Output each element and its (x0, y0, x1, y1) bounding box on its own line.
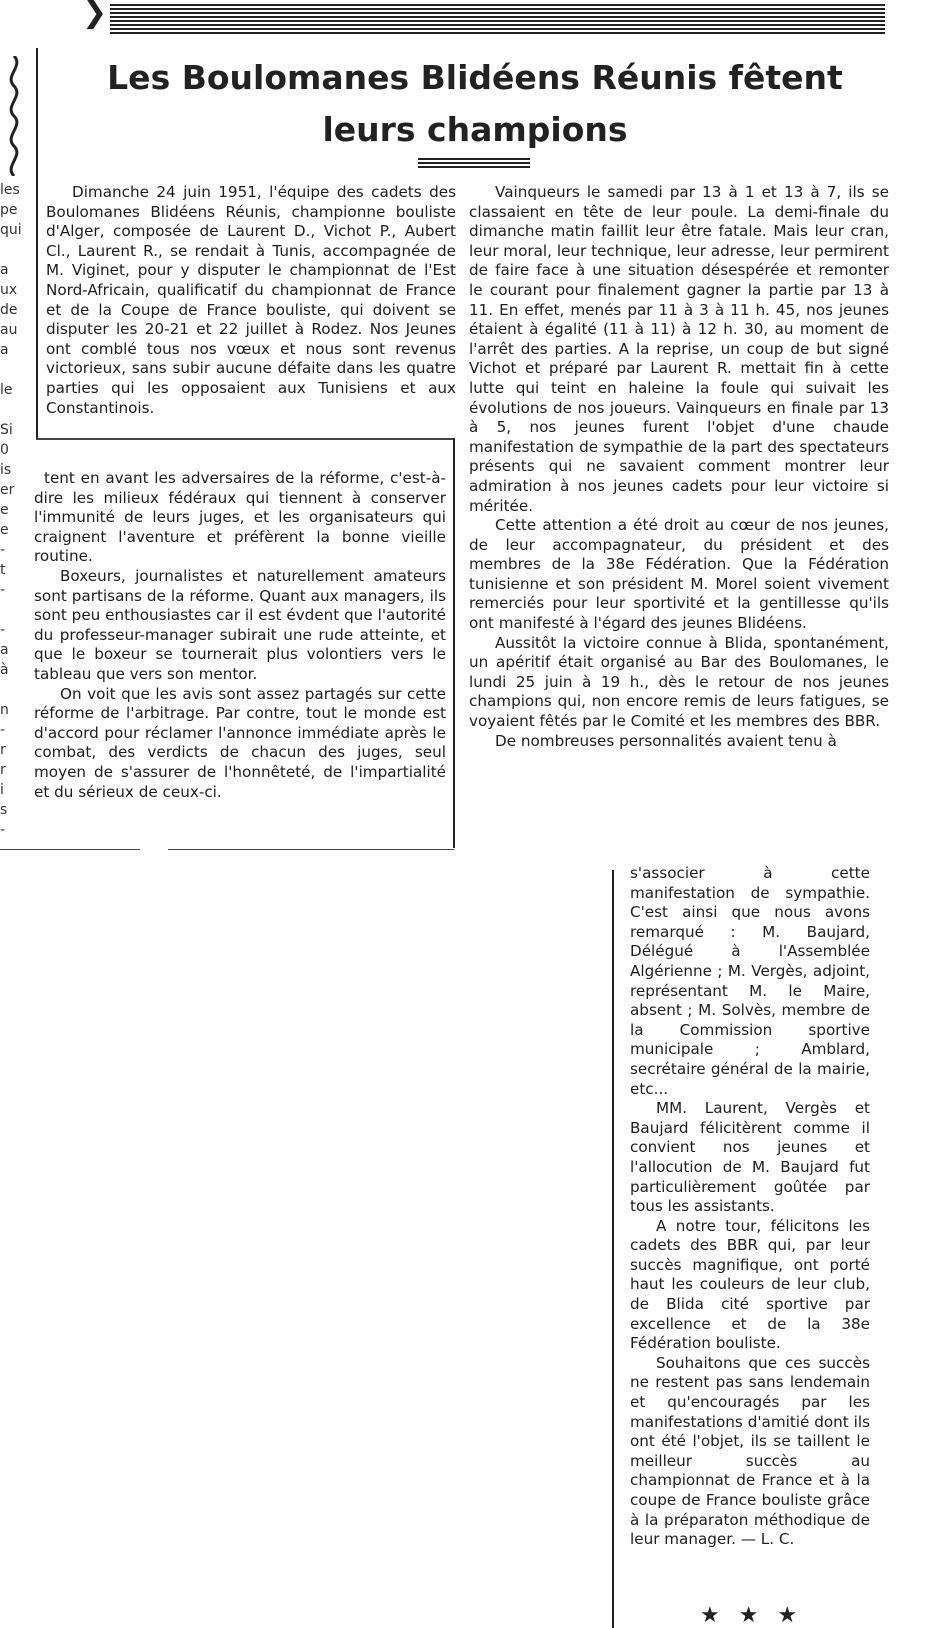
frame-right-column-line (612, 870, 614, 1628)
margin-fragment: - (0, 622, 6, 638)
margin-fragment: a (0, 262, 9, 278)
paragraph: Aussitôt la victoire connue à Blida, spontanément, un apéritif était organisé au Bar des Boulomanes, le lundi 25 juin à 19 h., dès le retour de nos jeunes champions qui, non encore remis de leurs fatigues, se voyaient fêtés par le Comité et les membres des BBR. (469, 633, 889, 731)
margin-fragment: à (0, 662, 9, 678)
frame-mid-vertical (453, 438, 455, 848)
article-column-2 (469, 183, 889, 751)
margin-fragment: - (0, 542, 6, 558)
cropped-margin-column (0, 180, 28, 840)
article-title: Les Boulomanes Blidéens Réunis fêtent leurs champions (107, 58, 843, 149)
margin-fragment: pe (0, 202, 18, 218)
margin-fragment: a (0, 642, 9, 658)
margin-fragment: s (0, 802, 8, 818)
margin-fragment: le (0, 382, 13, 398)
margin-fragment (0, 680, 28, 700)
title-rule (418, 158, 530, 169)
prior-article-continuation (34, 469, 446, 802)
article-column-3 (630, 864, 870, 1550)
frame-mid-rule (36, 438, 454, 440)
margin-fragment: - (0, 582, 6, 598)
margin-fragment (0, 400, 28, 420)
margin-fragment: r (0, 742, 6, 758)
paragraph: tent en avant les adversaires de la réforme, c'est-à-dire les milieux fédéraux qui tiennent à conserver l'immunité de leurs juges, et les organisateurs qui craignent l'aventure et préfèrent la bonne vieille routine. (34, 469, 446, 566)
margin-fragment: e (0, 522, 9, 538)
margin-fragment: t (0, 562, 6, 578)
arrow-ornament: ❯ (82, 0, 108, 30)
margin-fragment: au (0, 322, 18, 338)
margin-fragment: - (0, 722, 6, 738)
top-rule (110, 4, 885, 34)
margin-fragment: - (0, 822, 6, 838)
margin-fragment (0, 360, 28, 380)
paragraph: Cette attention a été droit au cœur de nos jeunes, de leur accompagnateur, du président et des membres de la 38e Fédération. Que la Fédération tunisienne et son président M. Morel soient vivement remerciés pour leur sportivité et la gentillesse qu'ils ont manifesté à l'égard des jeunes Blidéens. (469, 516, 889, 633)
margin-fragment: Si (0, 422, 13, 438)
margin-fragment: i (0, 782, 4, 798)
margin-fragment: de (0, 302, 18, 318)
paragraph: Vainqueurs le samedi par 13 à 1 et 13 à 7, ils se classaient en tête de leur poule. La demi-finale du dimanche matin faillit leur être fatale. Mais leur cran, leur moral, leur technique, leur adresse, leur permirent de faire face à une situation désespérée et remonter le courant pour finalement gagner la partie par 13 à 11. En effet, menés par 11 à 3 à 11 h. 45, nos jeunes étaient à égalité (11 à 11) à 12 h. 30, au moment de l'arrêt des parties. A la reprise, un coup de but signé Vichot et préparé par Laurent R. mettait fin à cette lutte qui teint en haleine la foule qui suivait les évolutions de nos joueurs. Vainqueurs en finale par 13 à 5, nos jeunes furent l'objet d'une chaude manifestation de sympathie de la part des spectateurs présents qui ne savaient comment montrer leur admiration à nos jeunes cadets pour leur victoire si méritée. (469, 183, 889, 515)
margin-fragment: n (0, 702, 9, 718)
end-ornament: ★ ★ ★ (700, 1603, 804, 1628)
margin-fragment: r (0, 762, 6, 778)
frame-left-line (36, 48, 38, 438)
squiggle-ornament (4, 56, 24, 176)
paragraph: De nombreuses personnalités avaient tenu à (495, 731, 837, 750)
paragraph: A notre tour, félicitons les cadets des BBR qui, par leur succès magnifique, ont porté haut les couleurs de leur club, de Blida cité sportive par excellence et de la 38e Fédération bouliste. (630, 1216, 870, 1353)
margin-fragment (0, 240, 28, 260)
margin-fragment: e (0, 502, 9, 518)
margin-fragment: les (0, 182, 20, 198)
margin-fragment: is (0, 462, 12, 478)
margin-fragment: ux (0, 282, 18, 298)
margin-fragment: er (0, 482, 15, 498)
margin-fragment: 0 (0, 442, 9, 458)
margin-fragment: qui (0, 222, 22, 238)
paragraph: MM. Laurent, Vergès et Baujard félicitèrent comme il convient nos jeunes et l'allocution de M. Baujard fut particulièrement goûtée par tous les assistants. (630, 1099, 870, 1216)
paragraph: On voit que les avis sont assez partagés sur cette réforme de l'arbitrage. Par contre, tout le monde est d'accord pour réclamer l'annonce immédiate après le combat, des verdicts de chacun des juges, seul moyen de s'assurer de l'honnêteté, de l'impartialité et du sérieux de ceux-ci. (34, 684, 446, 801)
margin-fragment: a (0, 342, 9, 358)
paragraph: s'associer à cette manifestation de sympathie. C'est ainsi que nous avons remarqué : M. Baujard, Délégué à l'Assemblée Algérienne ; M. Vergès, adjoint, représentant M. le Maire, absent ; M. Solvès, membre de la Commission sportive municipale ; Amblard, secrétaire général de la mairie, etc... (630, 864, 870, 1098)
margin-fragment (0, 600, 28, 620)
article-column-1 (46, 183, 456, 418)
bottom-rule-right (168, 849, 454, 850)
paragraph: Dimanche 24 juin 1951, l'équipe des cadets des Boulomanes Blidéens Réunis, championne bouliste d'Alger, composée de Laurent D., Vichot P., Aubert Cl., Laurent R., se rendait à Tunis, accompagnée de M. Viginet, pour y disputer le championnat de l'Est Nord-Africain, qualificatif du championnat de France et de la Coupe de France bouliste, qui doivent se disputer les 20-21 et 22 juillet à Rodez. Nos Jeunes ont comblé tous nos vœux et nous sont revenus victorieux, sans subir aucune défaite dans les quatre parties qui les opposaient aux Tunisiens et aux Constantinois. (46, 183, 456, 417)
bottom-rule-left (0, 849, 140, 850)
paragraph: Boxeurs, journalistes et naturellement amateurs sont partisans de la réforme. Quant aux managers, ils sont peu enthousiastes car il est évdent que l'autorité du professeur-manager subirait une rude atteinte, et que le boxeur se tournerait plus volontiers vers le tableau que vers son mentor. (34, 566, 446, 683)
paragraph: Souhaitons que ces succès ne restent pas sans lendemain et qu'encouragés par les manifestations d'amitié dont ils ont été l'objet, ils se taillent le meilleur succès au championnat de France et à la coupe de France bouliste grâce à la préparaton méthodique de leur manager. — L. C. (630, 1353, 870, 1549)
